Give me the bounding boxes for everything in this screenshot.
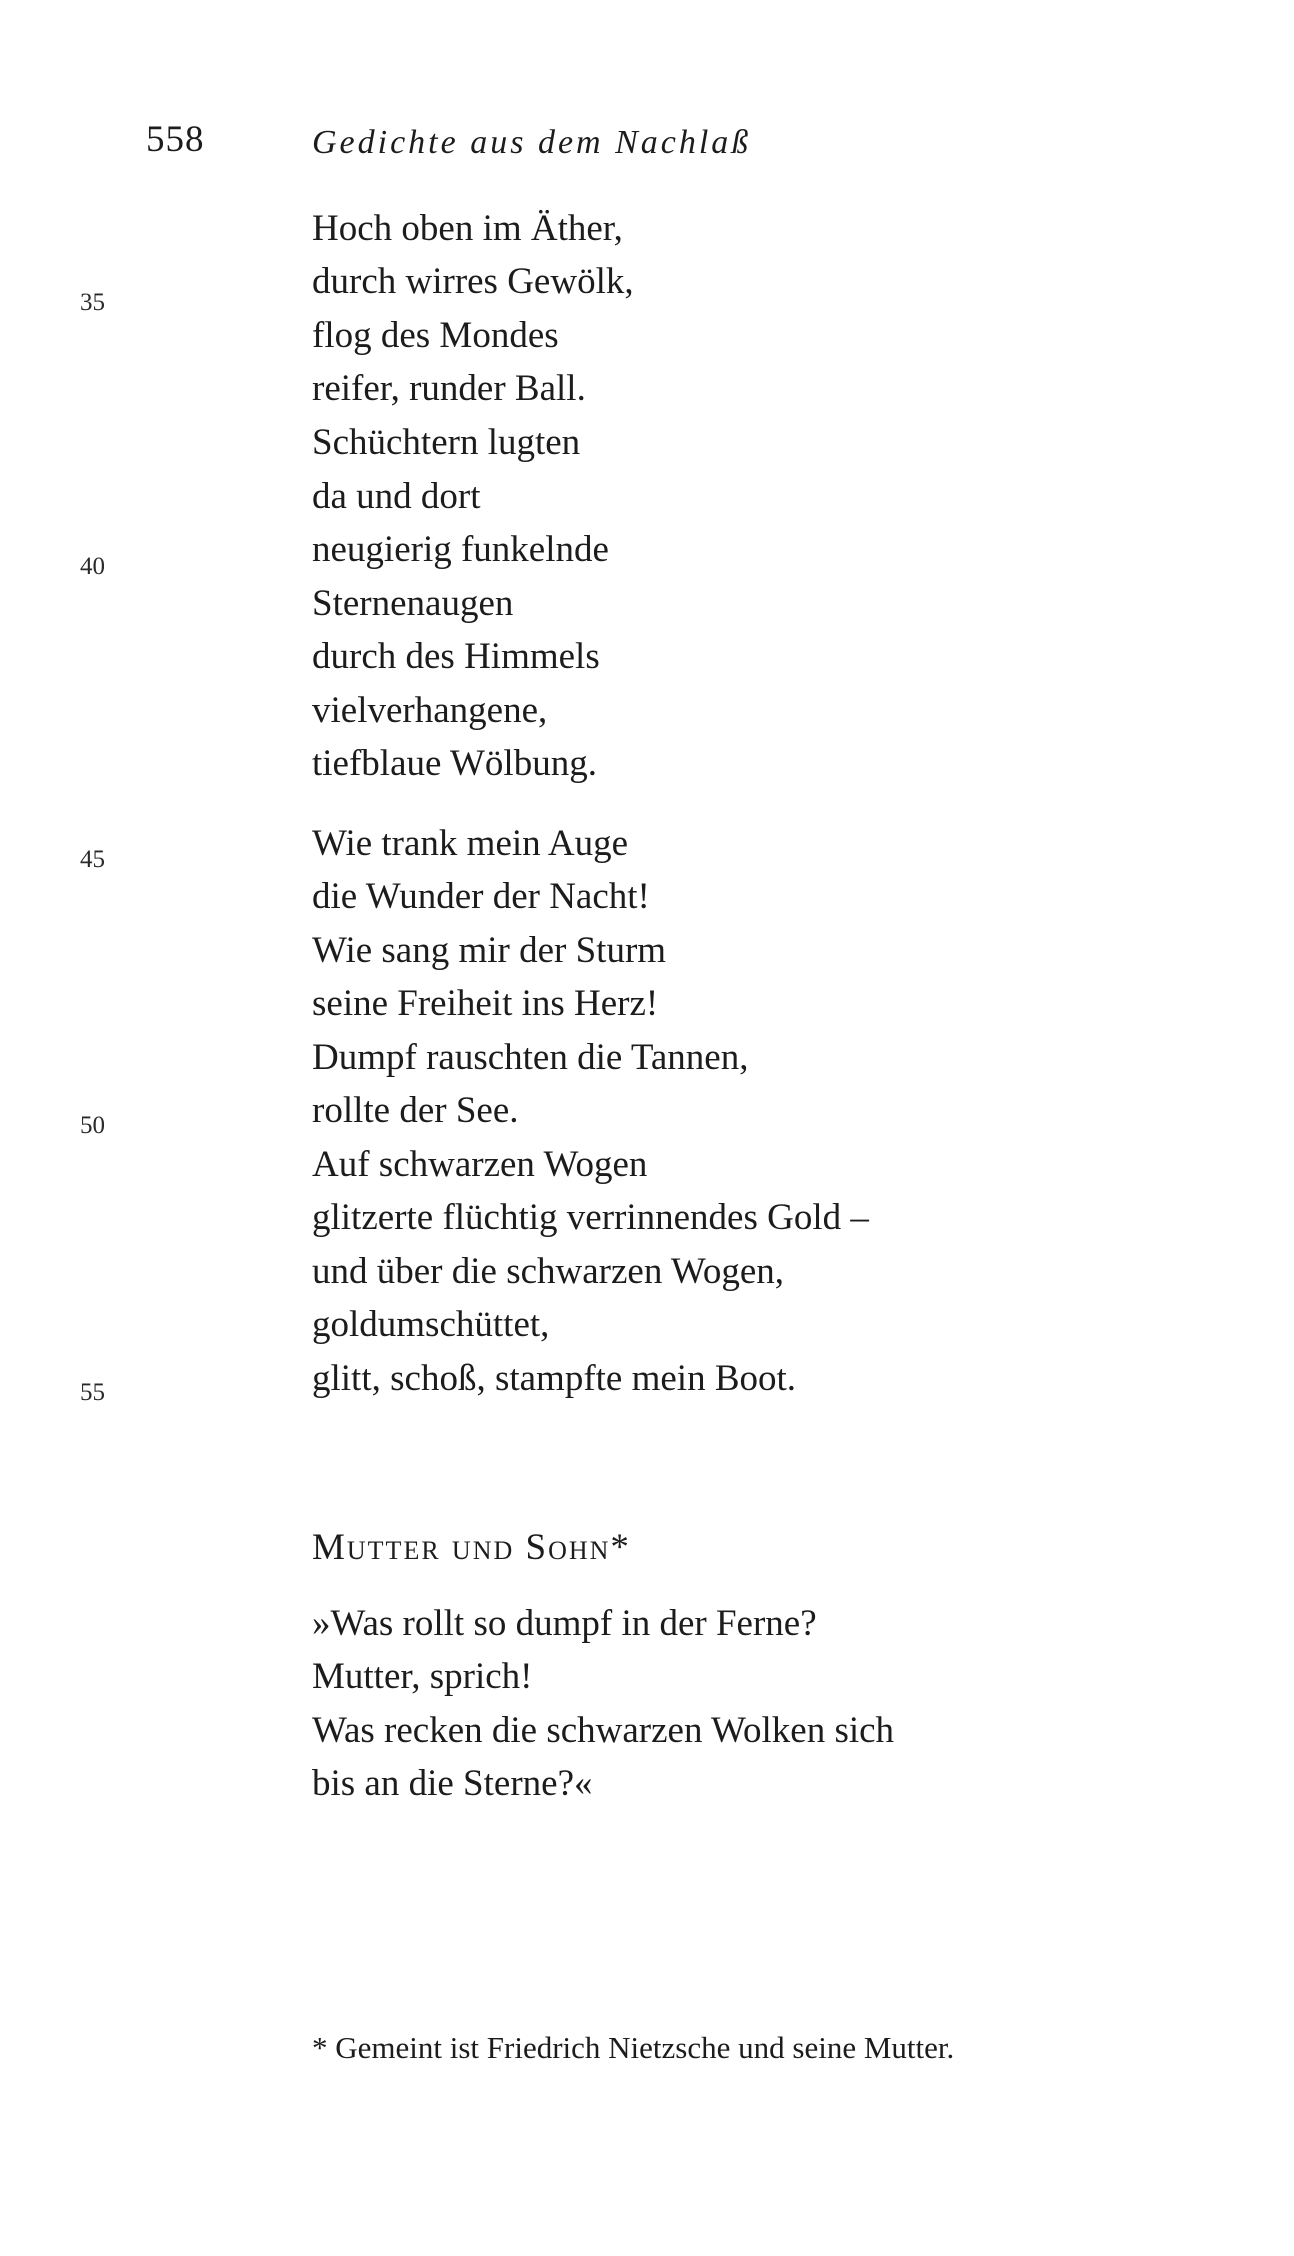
verse-line: durch wirres Gewölk, xyxy=(312,261,634,302)
verse-line: Schüchtern lugten xyxy=(312,422,581,463)
verse-line: vielverhangene, xyxy=(312,690,548,731)
verse-line: goldumschüttet, xyxy=(312,1304,550,1345)
verse-line: glitzerte flüchtig verrinnendes Gold – xyxy=(312,1197,869,1238)
line-number-35: 35 xyxy=(80,289,105,316)
line-number-45: 45 xyxy=(80,846,105,873)
poem-title: Mutter und Sohn* xyxy=(312,1527,631,1568)
verse-line: Mutter, sprich! xyxy=(312,1656,533,1697)
verse-line: bis an die Sterne?« xyxy=(312,1763,593,1804)
verse-line: Sternenaugen xyxy=(312,583,514,624)
page-header xyxy=(0,118,1294,178)
verse-line: Wie trank mein Auge xyxy=(312,823,628,864)
line-number-50: 50 xyxy=(80,1112,105,1139)
verse-line: Dumpf rauschten die Tannen, xyxy=(312,1037,749,1078)
verse-line: rollte der See. xyxy=(312,1090,519,1131)
page-number: 558 xyxy=(146,119,205,160)
verse-line: »Was rollt so dumpf in der Ferne? xyxy=(312,1603,817,1644)
verse-line: tiefblaue Wölbung. xyxy=(312,743,597,784)
verse-line: Was recken die schwarzen Wolken sich xyxy=(312,1710,895,1751)
verse-line: reifer, runder Ball. xyxy=(312,368,586,409)
line-number-40: 40 xyxy=(80,553,105,580)
verse-line: durch des Himmels xyxy=(312,636,600,677)
verse-line: da und dort xyxy=(312,476,481,517)
verse-line: glitt, schoß, stampfte mein Boot. xyxy=(312,1358,797,1399)
verse-line: und über die schwarzen Wogen, xyxy=(312,1251,785,1292)
verse-line: Auf schwarzen Wogen xyxy=(312,1144,648,1185)
verse-line: die Wunder der Nacht! xyxy=(312,876,650,917)
running-title: Gedichte aus dem Nachlaß xyxy=(312,124,752,161)
verse-line: neugierig funkelnde xyxy=(312,529,609,570)
verse-line: seine Freiheit ins Herz! xyxy=(312,983,659,1024)
verse-line: Wie sang mir der Sturm xyxy=(312,930,667,971)
verse-line: Hoch oben im Äther, xyxy=(312,208,623,249)
verse-line: flog des Mondes xyxy=(312,315,559,356)
line-number-55: 55 xyxy=(80,1379,105,1406)
footnote: * Gemeint ist Friedrich Nietzsche und seine Mutter. xyxy=(312,2030,955,2065)
